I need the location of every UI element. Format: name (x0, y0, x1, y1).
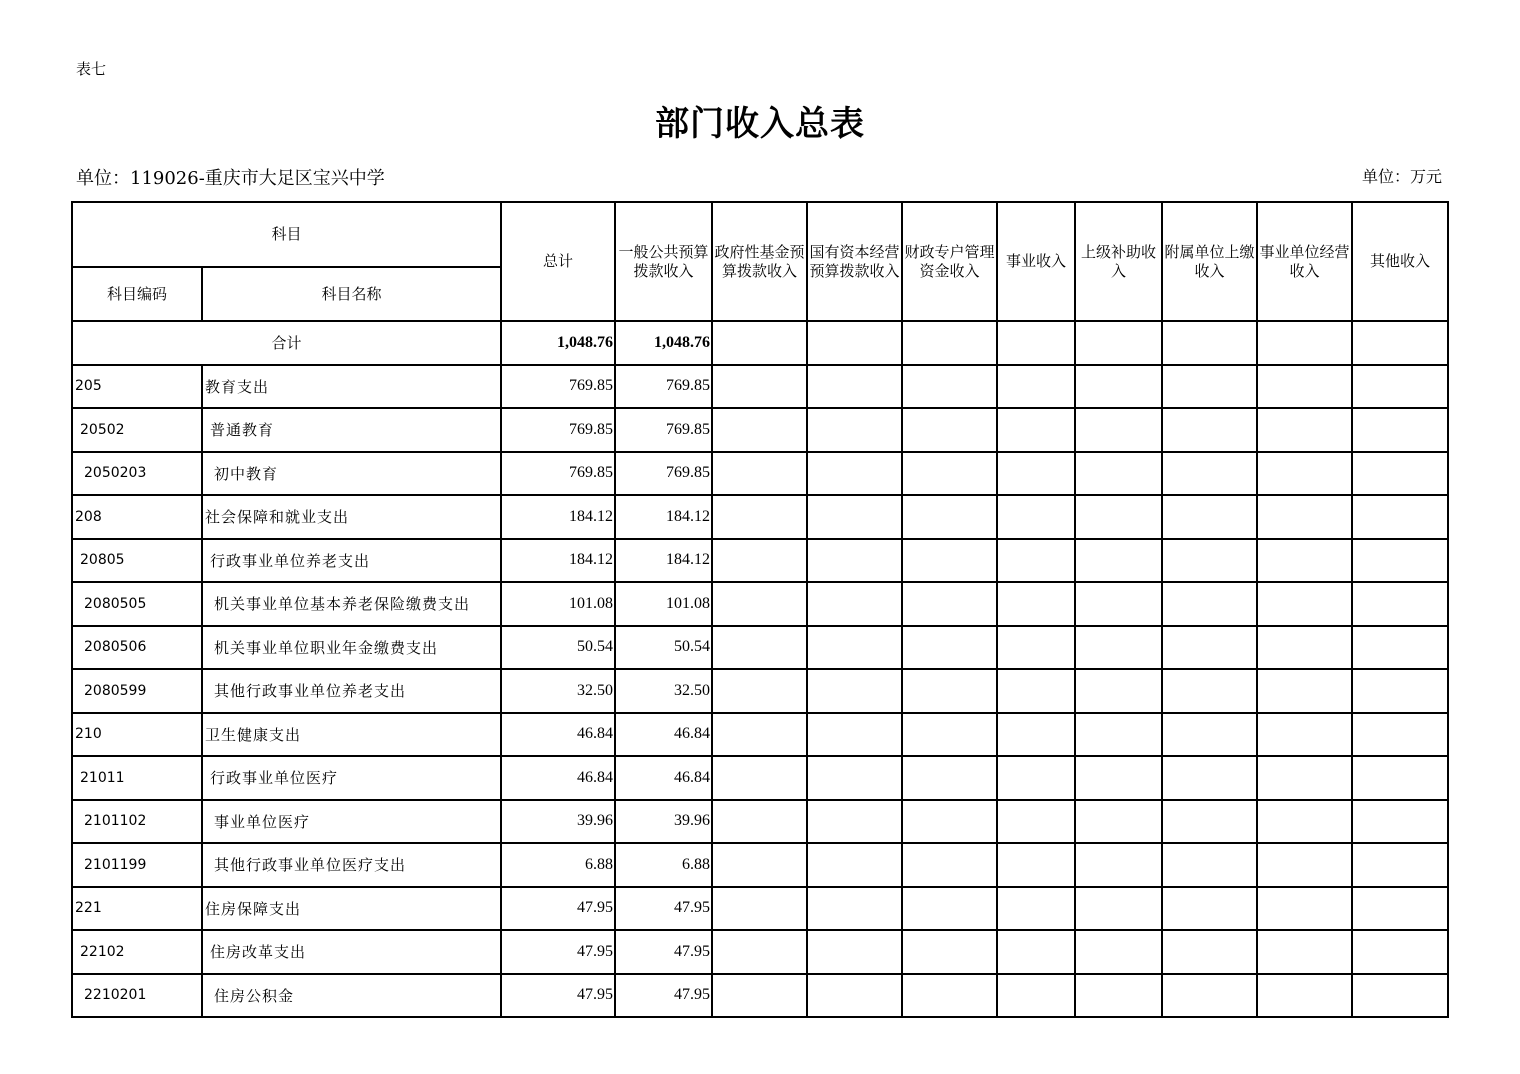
header-superior-subsidy: 上级补助收入 (1075, 202, 1162, 321)
empty-cell (997, 582, 1075, 626)
empty-cell (1352, 974, 1448, 1018)
empty-cell (807, 887, 902, 931)
empty-cell (1352, 452, 1448, 496)
table-row (72, 626, 1448, 670)
general-budget-cell: 47.95 (615, 930, 712, 974)
table-row (72, 582, 1448, 626)
empty-cell (997, 626, 1075, 670)
empty-cell (1075, 756, 1162, 800)
subject-name-cell: 事业单位医疗 (202, 800, 501, 844)
header-affiliated: 附属单位上缴收入 (1162, 202, 1257, 321)
subject-code-cell: 205 (72, 365, 202, 409)
empty-cell (1162, 713, 1257, 757)
empty-cell (807, 408, 902, 452)
empty-cell (902, 365, 997, 409)
empty-cell (712, 495, 807, 539)
empty-cell (902, 408, 997, 452)
subject-name-cell: 普通教育 (202, 408, 501, 452)
subject-name-cell: 其他行政事业单位养老支出 (202, 669, 501, 713)
general-budget-cell: 6.88 (615, 843, 712, 887)
empty-cell (997, 539, 1075, 583)
empty-cell (1257, 495, 1352, 539)
total-cell: 50.54 (501, 626, 615, 670)
subject-name-cell: 行政事业单位医疗 (202, 756, 501, 800)
empty-cell (1352, 669, 1448, 713)
empty-cell (1075, 539, 1162, 583)
header-business-income: 事业收入 (997, 202, 1075, 321)
empty-cell (1162, 756, 1257, 800)
empty-cell (807, 365, 902, 409)
empty-cell (1162, 800, 1257, 844)
empty-cell (997, 756, 1075, 800)
table-row (72, 887, 1448, 931)
empty-cell (1352, 408, 1448, 452)
empty-cell (712, 669, 807, 713)
empty-cell (997, 669, 1075, 713)
subject-code-cell: 208 (72, 495, 202, 539)
table-row (72, 365, 1448, 409)
empty-cell (1257, 669, 1352, 713)
header-state-capital: 国有资本经营预算拨款收入 (807, 202, 902, 321)
total-cell: 769.85 (501, 408, 615, 452)
empty-cell (997, 930, 1075, 974)
header-gov-fund: 政府性基金预算拨款收入 (712, 202, 807, 321)
empty-cell (807, 800, 902, 844)
empty-cell (712, 843, 807, 887)
empty-cell (1075, 408, 1162, 452)
subject-code-cell: 2080599 (72, 669, 202, 713)
empty-cell (712, 539, 807, 583)
general-budget-cell: 1,048.76 (615, 321, 712, 365)
subject-name-cell: 教育支出 (202, 365, 501, 409)
empty-cell (712, 408, 807, 452)
subject-code-cell: 2101199 (72, 843, 202, 887)
empty-cell (902, 626, 997, 670)
empty-cell (997, 495, 1075, 539)
table-number: 表七 (76, 60, 107, 78)
header-subject-code: 科目编码 (72, 267, 202, 321)
general-budget-cell: 184.12 (615, 495, 712, 539)
empty-cell (902, 669, 997, 713)
general-budget-cell: 47.95 (615, 974, 712, 1018)
subject-code-cell: 2101102 (72, 800, 202, 844)
empty-cell (1352, 800, 1448, 844)
empty-cell (1352, 756, 1448, 800)
unit-organization: 单位：119026-重庆市大足区宝兴中学 (76, 168, 385, 189)
empty-cell (997, 843, 1075, 887)
empty-cell (807, 626, 902, 670)
subject-code-cell: 2050203 (72, 452, 202, 496)
empty-cell (902, 321, 997, 365)
empty-cell (712, 582, 807, 626)
empty-cell (712, 756, 807, 800)
empty-cell (712, 887, 807, 931)
empty-cell (997, 321, 1075, 365)
subject-code-cell: 2080506 (72, 626, 202, 670)
empty-cell (902, 495, 997, 539)
empty-cell (1162, 408, 1257, 452)
empty-cell (1257, 843, 1352, 887)
empty-cell (1162, 843, 1257, 887)
subject-name-cell: 其他行政事业单位医疗支出 (202, 843, 501, 887)
general-budget-cell: 769.85 (615, 452, 712, 496)
general-budget-cell: 184.12 (615, 539, 712, 583)
general-budget-cell: 50.54 (615, 626, 712, 670)
empty-cell (1075, 843, 1162, 887)
empty-cell (1257, 539, 1352, 583)
total-cell: 47.95 (501, 887, 615, 931)
table-row (72, 756, 1448, 800)
subject-name-cell: 住房改革支出 (202, 930, 501, 974)
empty-cell (1075, 582, 1162, 626)
empty-cell (1162, 495, 1257, 539)
empty-cell (712, 974, 807, 1018)
page-title: 部门收入总表 (655, 104, 865, 144)
header-subject-name: 科目名称 (202, 267, 501, 321)
total-cell: 39.96 (501, 800, 615, 844)
empty-cell (1075, 974, 1162, 1018)
table-row (72, 800, 1448, 844)
subject-name-cell: 机关事业单位职业年金缴费支出 (202, 626, 501, 670)
general-budget-cell: 46.84 (615, 713, 712, 757)
subject-code-cell: 21011 (72, 756, 202, 800)
total-cell: 184.12 (501, 539, 615, 583)
subject-name-cell: 卫生健康支出 (202, 713, 501, 757)
subject-name-cell: 住房保障支出 (202, 887, 501, 931)
empty-cell (1257, 582, 1352, 626)
empty-cell (1075, 930, 1162, 974)
subject-code-cell: 210 (72, 713, 202, 757)
general-budget-cell: 769.85 (615, 365, 712, 409)
total-label: 合计 (72, 321, 501, 365)
empty-cell (1352, 843, 1448, 887)
subject-name-cell: 社会保障和就业支出 (202, 495, 501, 539)
subject-code-cell: 221 (72, 887, 202, 931)
subject-name-cell: 初中教育 (202, 452, 501, 496)
header-special-fund: 财政专户管理资金收入 (902, 202, 997, 321)
table-row (72, 974, 1448, 1018)
empty-cell (902, 887, 997, 931)
subject-code-cell: 20502 (72, 408, 202, 452)
empty-cell (1257, 408, 1352, 452)
empty-cell (1352, 930, 1448, 974)
general-budget-cell: 46.84 (615, 756, 712, 800)
empty-cell (1257, 974, 1352, 1018)
general-budget-cell: 39.96 (615, 800, 712, 844)
empty-cell (1162, 321, 1257, 365)
empty-cell (997, 974, 1075, 1018)
empty-cell (1257, 930, 1352, 974)
empty-cell (807, 452, 902, 496)
total-cell: 46.84 (501, 713, 615, 757)
empty-cell (1075, 495, 1162, 539)
empty-cell (807, 582, 902, 626)
empty-cell (712, 800, 807, 844)
empty-cell (807, 321, 902, 365)
empty-cell (1352, 321, 1448, 365)
general-budget-cell: 769.85 (615, 408, 712, 452)
empty-cell (902, 582, 997, 626)
table-row (72, 713, 1448, 757)
empty-cell (712, 365, 807, 409)
empty-cell (807, 539, 902, 583)
empty-cell (902, 452, 997, 496)
empty-cell (997, 365, 1075, 409)
header-total: 总计 (501, 202, 615, 321)
total-cell: 184.12 (501, 495, 615, 539)
empty-cell (1257, 756, 1352, 800)
empty-cell (1257, 713, 1352, 757)
empty-cell (1257, 626, 1352, 670)
empty-cell (997, 452, 1075, 496)
empty-cell (1352, 713, 1448, 757)
empty-cell (712, 321, 807, 365)
empty-cell (1075, 669, 1162, 713)
unit-currency: 单位：万元 (1361, 167, 1442, 186)
table-row (72, 669, 1448, 713)
total-cell: 47.95 (501, 974, 615, 1018)
empty-cell (712, 713, 807, 757)
total-cell: 101.08 (501, 582, 615, 626)
subject-code-cell: 2080505 (72, 582, 202, 626)
total-cell: 1,048.76 (501, 321, 615, 365)
empty-cell (1257, 365, 1352, 409)
empty-cell (1075, 321, 1162, 365)
table-row (72, 408, 1448, 452)
empty-cell (1162, 887, 1257, 931)
subject-code-cell: 20805 (72, 539, 202, 583)
empty-cell (902, 756, 997, 800)
empty-cell (1162, 539, 1257, 583)
subject-code-cell: 2210201 (72, 974, 202, 1018)
empty-cell (1075, 626, 1162, 670)
table-row (72, 495, 1448, 539)
empty-cell (1162, 452, 1257, 496)
header-other: 其他收入 (1352, 202, 1448, 321)
empty-cell (902, 843, 997, 887)
empty-cell (807, 669, 902, 713)
empty-cell (902, 539, 997, 583)
general-budget-cell: 32.50 (615, 669, 712, 713)
subject-code-cell: 22102 (72, 930, 202, 974)
empty-cell (1162, 365, 1257, 409)
header-operating: 事业单位经营收入 (1257, 202, 1352, 321)
total-cell: 46.84 (501, 756, 615, 800)
empty-cell (712, 930, 807, 974)
header-general-budget: 一般公共预算拨款收入 (615, 202, 712, 321)
empty-cell (1352, 582, 1448, 626)
subject-name-cell: 住房公积金 (202, 974, 501, 1018)
empty-cell (1352, 495, 1448, 539)
empty-cell (902, 713, 997, 757)
empty-cell (1162, 582, 1257, 626)
empty-cell (1075, 452, 1162, 496)
empty-cell (1162, 974, 1257, 1018)
empty-cell (902, 974, 997, 1018)
empty-cell (807, 843, 902, 887)
empty-cell (1257, 452, 1352, 496)
table-row (72, 539, 1448, 583)
empty-cell (807, 713, 902, 757)
empty-cell (1352, 365, 1448, 409)
empty-cell (997, 800, 1075, 844)
empty-cell (1075, 800, 1162, 844)
empty-cell (902, 930, 997, 974)
header-subject: 科目 (72, 202, 501, 267)
empty-cell (1257, 321, 1352, 365)
table-row (72, 930, 1448, 974)
empty-cell (1352, 887, 1448, 931)
empty-cell (807, 930, 902, 974)
empty-cell (1162, 930, 1257, 974)
income-summary-table (71, 201, 1449, 1018)
empty-cell (1075, 713, 1162, 757)
empty-cell (1257, 800, 1352, 844)
empty-cell (807, 756, 902, 800)
empty-cell (902, 800, 997, 844)
empty-cell (712, 452, 807, 496)
empty-cell (1257, 887, 1352, 931)
total-cell: 769.85 (501, 452, 615, 496)
empty-cell (1352, 539, 1448, 583)
total-cell: 47.95 (501, 930, 615, 974)
total-cell: 32.50 (501, 669, 615, 713)
general-budget-cell: 47.95 (615, 887, 712, 931)
table-row (72, 843, 1448, 887)
empty-cell (997, 887, 1075, 931)
subject-name-cell: 行政事业单位养老支出 (202, 539, 501, 583)
subject-name-cell: 机关事业单位基本养老保险缴费支出 (202, 582, 501, 626)
total-row (72, 321, 1448, 365)
empty-cell (1162, 669, 1257, 713)
empty-cell (1075, 365, 1162, 409)
empty-cell (997, 713, 1075, 757)
empty-cell (712, 626, 807, 670)
general-budget-cell: 101.08 (615, 582, 712, 626)
empty-cell (807, 495, 902, 539)
empty-cell (807, 974, 902, 1018)
total-cell: 769.85 (501, 365, 615, 409)
empty-cell (1352, 626, 1448, 670)
empty-cell (997, 408, 1075, 452)
empty-cell (1075, 887, 1162, 931)
empty-cell (1162, 626, 1257, 670)
table-row (72, 452, 1448, 496)
total-cell: 6.88 (501, 843, 615, 887)
